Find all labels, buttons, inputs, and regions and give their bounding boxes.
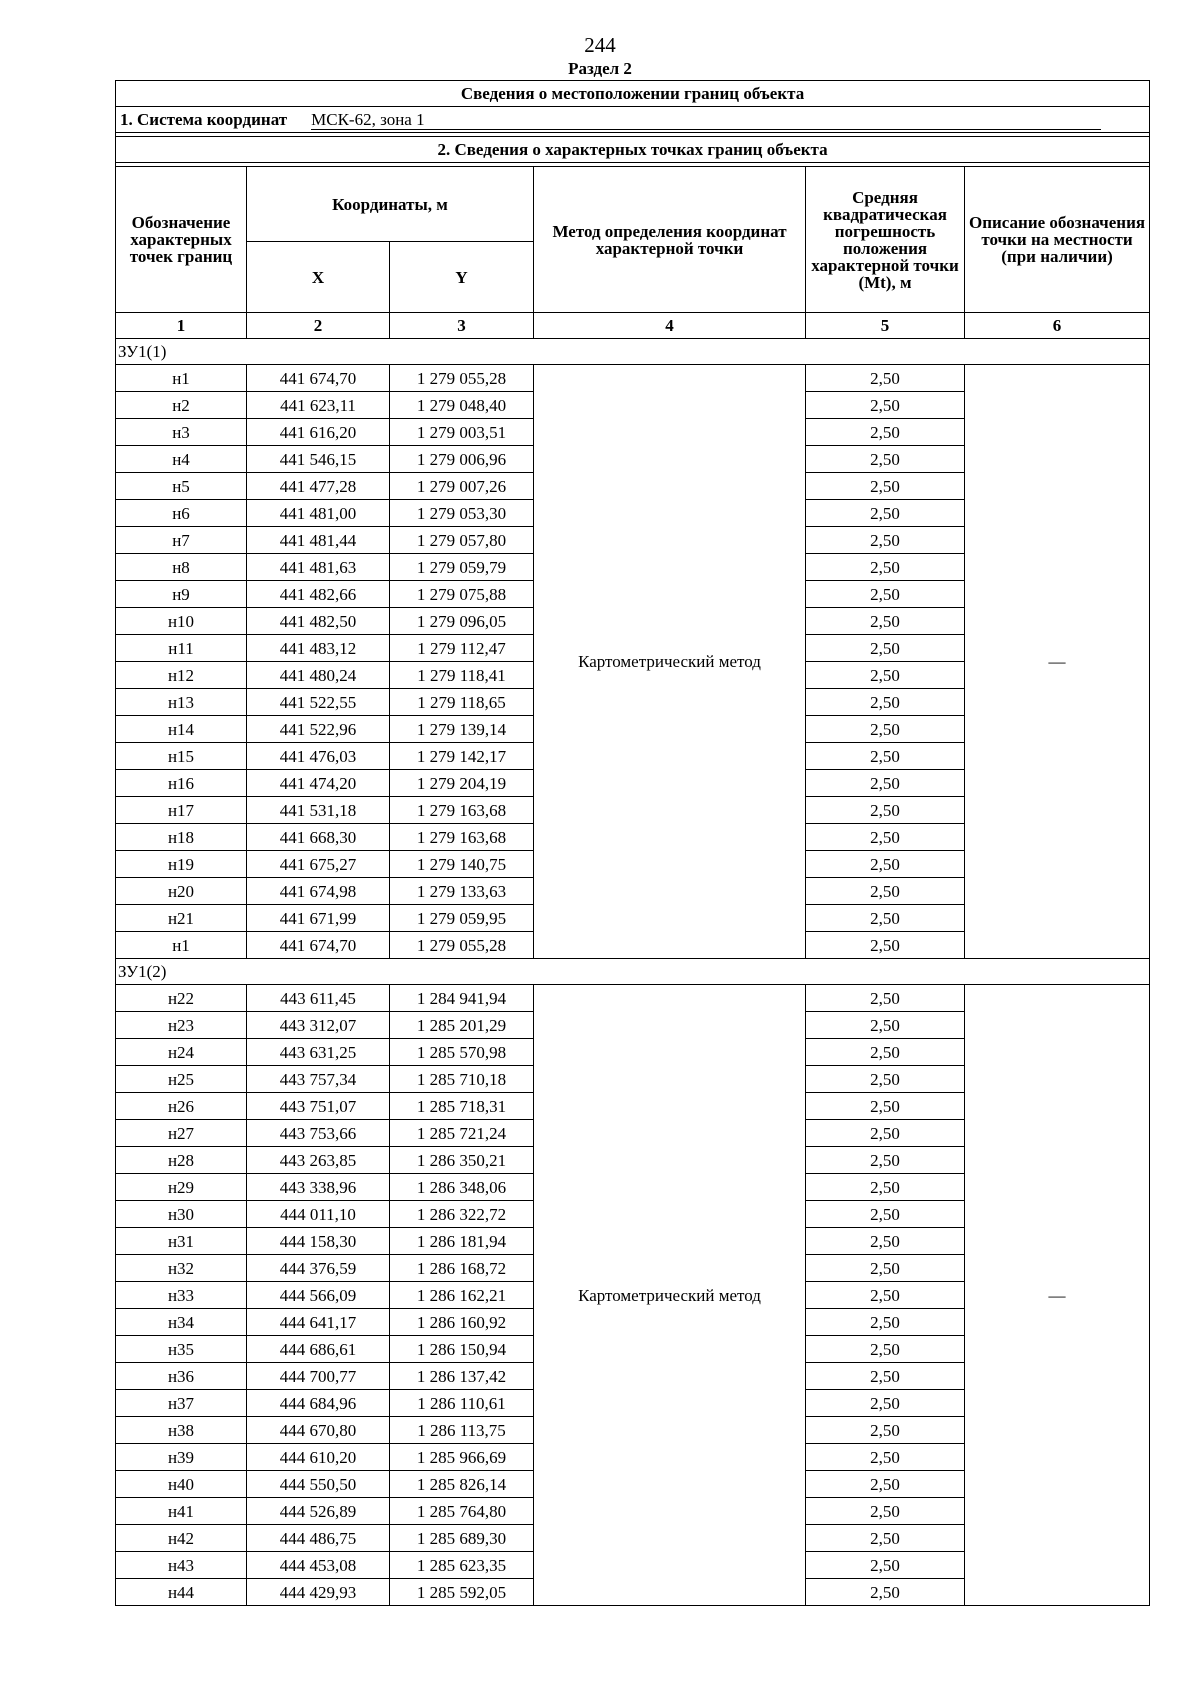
coord-x: 441 482,66 bbox=[247, 581, 390, 608]
point-id: н8 bbox=[116, 554, 247, 581]
point-id: н35 bbox=[116, 1336, 247, 1363]
error-value: 2,50 bbox=[806, 851, 965, 878]
coord-y: 1 286 150,94 bbox=[390, 1336, 534, 1363]
coord-y: 1 279 118,65 bbox=[390, 689, 534, 716]
coord-y: 1 285 718,31 bbox=[390, 1093, 534, 1120]
coord-x: 443 757,34 bbox=[247, 1066, 390, 1093]
coord-y: 1 285 592,05 bbox=[390, 1579, 534, 1606]
coord-y: 1 286 113,75 bbox=[390, 1417, 534, 1444]
points-title-row bbox=[116, 137, 1150, 163]
header-point-designation: Обозначение характерных точек границ bbox=[116, 167, 247, 313]
point-id: н5 bbox=[116, 473, 247, 500]
point-id: н34 bbox=[116, 1309, 247, 1336]
column-number: 6 bbox=[965, 313, 1150, 339]
coord-y: 1 285 710,18 bbox=[390, 1066, 534, 1093]
method-cell: Картометрический метод bbox=[534, 985, 806, 1606]
coord-x: 443 312,07 bbox=[247, 1012, 390, 1039]
error-value: 2,50 bbox=[806, 824, 965, 851]
coord-x: 441 546,15 bbox=[247, 446, 390, 473]
coord-y: 1 286 322,72 bbox=[390, 1201, 534, 1228]
table-row bbox=[116, 365, 1150, 392]
point-id: н20 bbox=[116, 878, 247, 905]
coord-y: 1 286 162,21 bbox=[390, 1282, 534, 1309]
point-id: н31 bbox=[116, 1228, 247, 1255]
coord-x: 443 751,07 bbox=[247, 1093, 390, 1120]
coord-x: 441 481,63 bbox=[247, 554, 390, 581]
coord-x: 441 674,70 bbox=[247, 932, 390, 959]
point-id: н1 bbox=[116, 932, 247, 959]
point-id: н15 bbox=[116, 743, 247, 770]
header-description: Описание обозначения точки на местности (при наличии) bbox=[965, 167, 1150, 313]
error-value: 2,50 bbox=[806, 716, 965, 743]
error-value: 2,50 bbox=[806, 1417, 965, 1444]
coord-y: 1 285 721,24 bbox=[390, 1120, 534, 1147]
point-id: н10 bbox=[116, 608, 247, 635]
page-number: 244 bbox=[584, 33, 616, 57]
coord-y: 1 279 055,28 bbox=[390, 932, 534, 959]
error-value: 2,50 bbox=[806, 1498, 965, 1525]
error-value: 2,50 bbox=[806, 1471, 965, 1498]
error-value: 2,50 bbox=[806, 1201, 965, 1228]
coord-y: 1 279 142,17 bbox=[390, 743, 534, 770]
group-name: ЗУ1(1) bbox=[116, 339, 1150, 365]
error-value: 2,50 bbox=[806, 365, 965, 392]
point-id: н18 bbox=[116, 824, 247, 851]
coord-x: 444 610,20 bbox=[247, 1444, 390, 1471]
coord-x: 444 670,80 bbox=[247, 1417, 390, 1444]
error-value: 2,50 bbox=[806, 1579, 965, 1606]
coord-x: 444 158,30 bbox=[247, 1228, 390, 1255]
coord-y: 1 285 764,80 bbox=[390, 1498, 534, 1525]
coord-y: 1 279 059,95 bbox=[390, 905, 534, 932]
point-id: н19 bbox=[116, 851, 247, 878]
point-id: н4 bbox=[116, 446, 247, 473]
point-id: н1 bbox=[116, 365, 247, 392]
error-value: 2,50 bbox=[806, 635, 965, 662]
coord-x: 444 486,75 bbox=[247, 1525, 390, 1552]
error-value: 2,50 bbox=[806, 1552, 965, 1579]
coord-y: 1 285 623,35 bbox=[390, 1552, 534, 1579]
error-value: 2,50 bbox=[806, 932, 965, 959]
coord-x: 441 531,18 bbox=[247, 797, 390, 824]
header-row bbox=[116, 167, 1150, 242]
coord-x: 444 700,77 bbox=[247, 1363, 390, 1390]
coord-y: 1 279 006,96 bbox=[390, 446, 534, 473]
error-value: 2,50 bbox=[806, 1012, 965, 1039]
table-row bbox=[116, 985, 1150, 1012]
point-id: н24 bbox=[116, 1039, 247, 1066]
coord-y: 1 279 163,68 bbox=[390, 797, 534, 824]
error-value: 2,50 bbox=[806, 419, 965, 446]
coord-y: 1 285 201,29 bbox=[390, 1012, 534, 1039]
point-id: н29 bbox=[116, 1174, 247, 1201]
point-id: н9 bbox=[116, 581, 247, 608]
point-id: н23 bbox=[116, 1012, 247, 1039]
table-title: Сведения о местоположении границ объекта bbox=[116, 81, 1150, 107]
points-title: 2. Сведения о характерных точках границ объекта bbox=[116, 137, 1150, 163]
error-value: 2,50 bbox=[806, 608, 965, 635]
coord-x: 441 474,20 bbox=[247, 770, 390, 797]
coord-x: 444 566,09 bbox=[247, 1282, 390, 1309]
header-x: X bbox=[247, 242, 390, 313]
error-value: 2,50 bbox=[806, 905, 965, 932]
coord-y: 1 279 075,88 bbox=[390, 581, 534, 608]
coord-y: 1 279 007,26 bbox=[390, 473, 534, 500]
point-id: н32 bbox=[116, 1255, 247, 1282]
column-number: 1 bbox=[116, 313, 247, 339]
coord-y: 1 279 139,14 bbox=[390, 716, 534, 743]
point-id: н22 bbox=[116, 985, 247, 1012]
header-coordinates: Координаты, м bbox=[247, 167, 534, 242]
error-value: 2,50 bbox=[806, 743, 965, 770]
error-value: 2,50 bbox=[806, 527, 965, 554]
coord-y: 1 286 110,61 bbox=[390, 1390, 534, 1417]
point-id: н39 bbox=[116, 1444, 247, 1471]
point-id: н25 bbox=[116, 1066, 247, 1093]
coord-system-label: 1. Система координат bbox=[120, 109, 288, 129]
coord-x: 441 668,30 bbox=[247, 824, 390, 851]
error-value: 2,50 bbox=[806, 1390, 965, 1417]
coord-y: 1 286 181,94 bbox=[390, 1228, 534, 1255]
error-value: 2,50 bbox=[806, 689, 965, 716]
coord-x: 444 011,10 bbox=[247, 1201, 390, 1228]
coord-system-value: МСК-62, зона 1 bbox=[311, 110, 1101, 130]
point-id: н30 bbox=[116, 1201, 247, 1228]
coord-y: 1 279 059,79 bbox=[390, 554, 534, 581]
coord-x: 441 481,44 bbox=[247, 527, 390, 554]
column-number: 3 bbox=[390, 313, 534, 339]
coord-x: 441 616,20 bbox=[247, 419, 390, 446]
section-title: Раздел 2 bbox=[568, 59, 632, 78]
coord-y: 1 279 118,41 bbox=[390, 662, 534, 689]
point-id: н40 bbox=[116, 1471, 247, 1498]
coord-y: 1 279 204,19 bbox=[390, 770, 534, 797]
boundary-points-table bbox=[115, 80, 1150, 1606]
point-id: н17 bbox=[116, 797, 247, 824]
coord-x: 441 482,50 bbox=[247, 608, 390, 635]
coord-y: 1 285 689,30 bbox=[390, 1525, 534, 1552]
coord-y: 1 279 003,51 bbox=[390, 419, 534, 446]
error-value: 2,50 bbox=[806, 1255, 965, 1282]
description-cell: — bbox=[965, 985, 1150, 1606]
point-id: н14 bbox=[116, 716, 247, 743]
error-value: 2,50 bbox=[806, 1525, 965, 1552]
error-value: 2,50 bbox=[806, 1282, 965, 1309]
coord-y: 1 286 137,42 bbox=[390, 1363, 534, 1390]
point-id: н36 bbox=[116, 1363, 247, 1390]
group-row bbox=[116, 959, 1150, 985]
coord-y: 1 286 348,06 bbox=[390, 1174, 534, 1201]
header-method: Метод определения координат характерной точки bbox=[534, 167, 806, 313]
column-numbers-row bbox=[116, 313, 1150, 339]
header-y: Y bbox=[390, 242, 534, 313]
point-id: н12 bbox=[116, 662, 247, 689]
coord-x: 443 611,45 bbox=[247, 985, 390, 1012]
error-value: 2,50 bbox=[806, 1093, 965, 1120]
coord-x: 444 686,61 bbox=[247, 1336, 390, 1363]
error-value: 2,50 bbox=[806, 581, 965, 608]
error-value: 2,50 bbox=[806, 500, 965, 527]
coord-y: 1 279 140,75 bbox=[390, 851, 534, 878]
group-row bbox=[116, 339, 1150, 365]
column-number: 5 bbox=[806, 313, 965, 339]
method-cell: Картометрический метод bbox=[534, 365, 806, 959]
point-id: н41 bbox=[116, 1498, 247, 1525]
point-id: н37 bbox=[116, 1390, 247, 1417]
coord-x: 441 674,70 bbox=[247, 365, 390, 392]
coord-x: 444 526,89 bbox=[247, 1498, 390, 1525]
coord-x: 443 753,66 bbox=[247, 1120, 390, 1147]
coord-x: 441 483,12 bbox=[247, 635, 390, 662]
coord-x: 441 623,11 bbox=[247, 392, 390, 419]
point-id: н6 bbox=[116, 500, 247, 527]
error-value: 2,50 bbox=[806, 1444, 965, 1471]
coord-y: 1 286 350,21 bbox=[390, 1147, 534, 1174]
error-value: 2,50 bbox=[806, 1120, 965, 1147]
error-value: 2,50 bbox=[806, 1147, 965, 1174]
coord-y: 1 286 160,92 bbox=[390, 1309, 534, 1336]
coord-y: 1 285 826,14 bbox=[390, 1471, 534, 1498]
error-value: 2,50 bbox=[806, 1336, 965, 1363]
point-id: н42 bbox=[116, 1525, 247, 1552]
coord-x: 441 481,00 bbox=[247, 500, 390, 527]
coord-x: 441 671,99 bbox=[247, 905, 390, 932]
coord-x: 441 674,98 bbox=[247, 878, 390, 905]
coord-y: 1 279 048,40 bbox=[390, 392, 534, 419]
point-id: н7 bbox=[116, 527, 247, 554]
error-value: 2,50 bbox=[806, 878, 965, 905]
point-id: н11 bbox=[116, 635, 247, 662]
error-value: 2,50 bbox=[806, 1174, 965, 1201]
point-id: н27 bbox=[116, 1120, 247, 1147]
coord-y: 1 279 053,30 bbox=[390, 500, 534, 527]
point-id: н21 bbox=[116, 905, 247, 932]
coord-x: 444 453,08 bbox=[247, 1552, 390, 1579]
coord-x: 441 480,24 bbox=[247, 662, 390, 689]
coord-y: 1 279 112,47 bbox=[390, 635, 534, 662]
group-name: ЗУ1(2) bbox=[116, 959, 1150, 985]
coord-x: 441 477,28 bbox=[247, 473, 390, 500]
coord-x: 444 550,50 bbox=[247, 1471, 390, 1498]
coord-y: 1 285 966,69 bbox=[390, 1444, 534, 1471]
column-number: 2 bbox=[247, 313, 390, 339]
point-id: н26 bbox=[116, 1093, 247, 1120]
point-id: н43 bbox=[116, 1552, 247, 1579]
coord-y: 1 286 168,72 bbox=[390, 1255, 534, 1282]
point-id: н13 bbox=[116, 689, 247, 716]
error-value: 2,50 bbox=[806, 554, 965, 581]
error-value: 2,50 bbox=[806, 985, 965, 1012]
coord-x: 444 684,96 bbox=[247, 1390, 390, 1417]
coord-x: 441 522,55 bbox=[247, 689, 390, 716]
point-id: н33 bbox=[116, 1282, 247, 1309]
coord-system-row bbox=[116, 107, 1150, 133]
coord-x: 441 476,03 bbox=[247, 743, 390, 770]
error-value: 2,50 bbox=[806, 473, 965, 500]
error-value: 2,50 bbox=[806, 770, 965, 797]
coord-x: 444 641,17 bbox=[247, 1309, 390, 1336]
error-value: 2,50 bbox=[806, 1228, 965, 1255]
point-id: н28 bbox=[116, 1147, 247, 1174]
coord-y: 1 285 570,98 bbox=[390, 1039, 534, 1066]
coord-x: 443 631,25 bbox=[247, 1039, 390, 1066]
coord-y: 1 279 163,68 bbox=[390, 824, 534, 851]
error-value: 2,50 bbox=[806, 1039, 965, 1066]
error-value: 2,50 bbox=[806, 1066, 965, 1093]
point-id: н2 bbox=[116, 392, 247, 419]
coord-y: 1 284 941,94 bbox=[390, 985, 534, 1012]
table-title-row bbox=[116, 81, 1150, 107]
coord-x: 444 376,59 bbox=[247, 1255, 390, 1282]
error-value: 2,50 bbox=[806, 1363, 965, 1390]
description-cell: — bbox=[965, 365, 1150, 959]
error-value: 2,50 bbox=[806, 662, 965, 689]
error-value: 2,50 bbox=[806, 446, 965, 473]
error-value: 2,50 bbox=[806, 392, 965, 419]
coord-y: 1 279 133,63 bbox=[390, 878, 534, 905]
error-value: 2,50 bbox=[806, 797, 965, 824]
error-value: 2,50 bbox=[806, 1309, 965, 1336]
coord-x: 443 263,85 bbox=[247, 1147, 390, 1174]
coord-x: 444 429,93 bbox=[247, 1579, 390, 1606]
point-id: н16 bbox=[116, 770, 247, 797]
point-id: н38 bbox=[116, 1417, 247, 1444]
coord-y: 1 279 096,05 bbox=[390, 608, 534, 635]
coord-y: 1 279 057,80 bbox=[390, 527, 534, 554]
coord-y: 1 279 055,28 bbox=[390, 365, 534, 392]
coord-x: 441 675,27 bbox=[247, 851, 390, 878]
point-id: н3 bbox=[116, 419, 247, 446]
coord-x: 441 522,96 bbox=[247, 716, 390, 743]
point-id: н44 bbox=[116, 1579, 247, 1606]
coord-x: 443 338,96 bbox=[247, 1174, 390, 1201]
header-error: Средняя квадратическая погрешность положения характерной точки (Mt), м bbox=[806, 167, 965, 313]
column-number: 4 bbox=[534, 313, 806, 339]
